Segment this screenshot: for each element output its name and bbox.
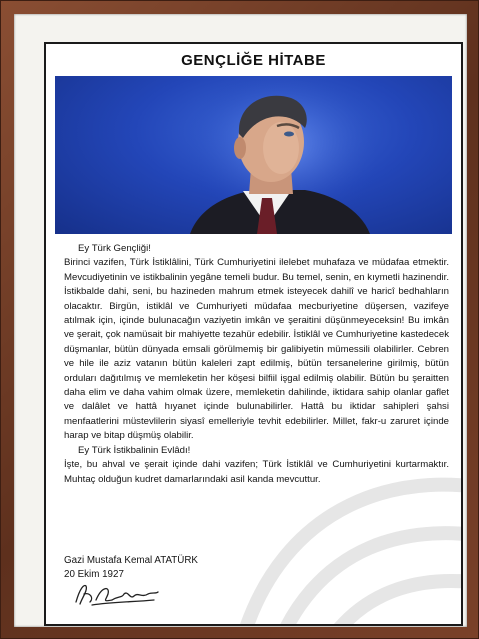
speech-paragraph-2: İşte, bu ahval ve şerait içinde dahi vazifen; Türk İstiklâl ve Cumhuriyetini kurtarmaktır. Muhtaç olduğun kudret damarlarındaki asil kanda mevcuttur. (64, 459, 449, 485)
salutation-future: Ey Türk İstikbalinin Evlâdı! (78, 444, 191, 456)
speech-text (64, 242, 449, 487)
author-name: Gazi Mustafa Kemal ATATÜRK (64, 555, 198, 566)
speech-paragraph-1: Birinci vazifen, Türk İstiklâlini, Türk Cumhuriyetini ilelebet muhafaza ve müdafaa etmektir. Mevcudiyetinin ve istikbalinin yegâne temeli budur. Bu temel, senin, en kıymetli hazinendir. İstikbalde dahi, seni, bu hazineden mahrum etmek isteyecek dahilî ve haricî bedhahların olacaktır. Birgün, istiklâl ve Cumhuriyeti müdafaa mecburiyetine düşersen, vazifeye atılmak için, içinde bulunacağın vaziyetin imkân ve şeraitini düşünmeyeceksin! Bu imkân ve şerait, çok namüsait bir mahiyette tezahür edebilir. İstiklâl ve Cumhuriyetine kastedecek düşmanlar, bütün dünyada emsali görülmemiş bir galibiyetin mümessili olabilirler. Cebren ve hile ile aziz vatanın bütün kaleleri zapt edilmiş, bütün tersanelerine girilmiş, bütün orduları dağıtılmış ve memleketin her köşesi bilfiil işgal edilmiş olabilir. Bütün bu şeraitten daha elim ve daha vahim olmak üzere, memleketin dahilinde, iktidara sahip olanlar gaflet ve dalâlet ve hattâ hıyanet içinde bulunabilirler. Hattâ bu iktidar sahipleri şahsi menfaatlerini müstevlilerin siyasî emelleriyle tevhit edebilirler. Millet, fakr-u zaruret içinde harap ve bitap düşmüş olabilir. (64, 257, 449, 442)
portrait-image (55, 76, 452, 234)
speech-date: 20 Ekim 1927 (64, 569, 124, 580)
signature-block (64, 554, 198, 582)
document-title: GENÇLİĞE HİTABE (181, 52, 326, 69)
handwritten-signature (72, 580, 162, 608)
document-paper (44, 42, 463, 626)
salutation-youth: Ey Türk Gençliği! (78, 243, 151, 254)
portrait-illustration (55, 76, 452, 234)
frame-mat (14, 14, 467, 627)
